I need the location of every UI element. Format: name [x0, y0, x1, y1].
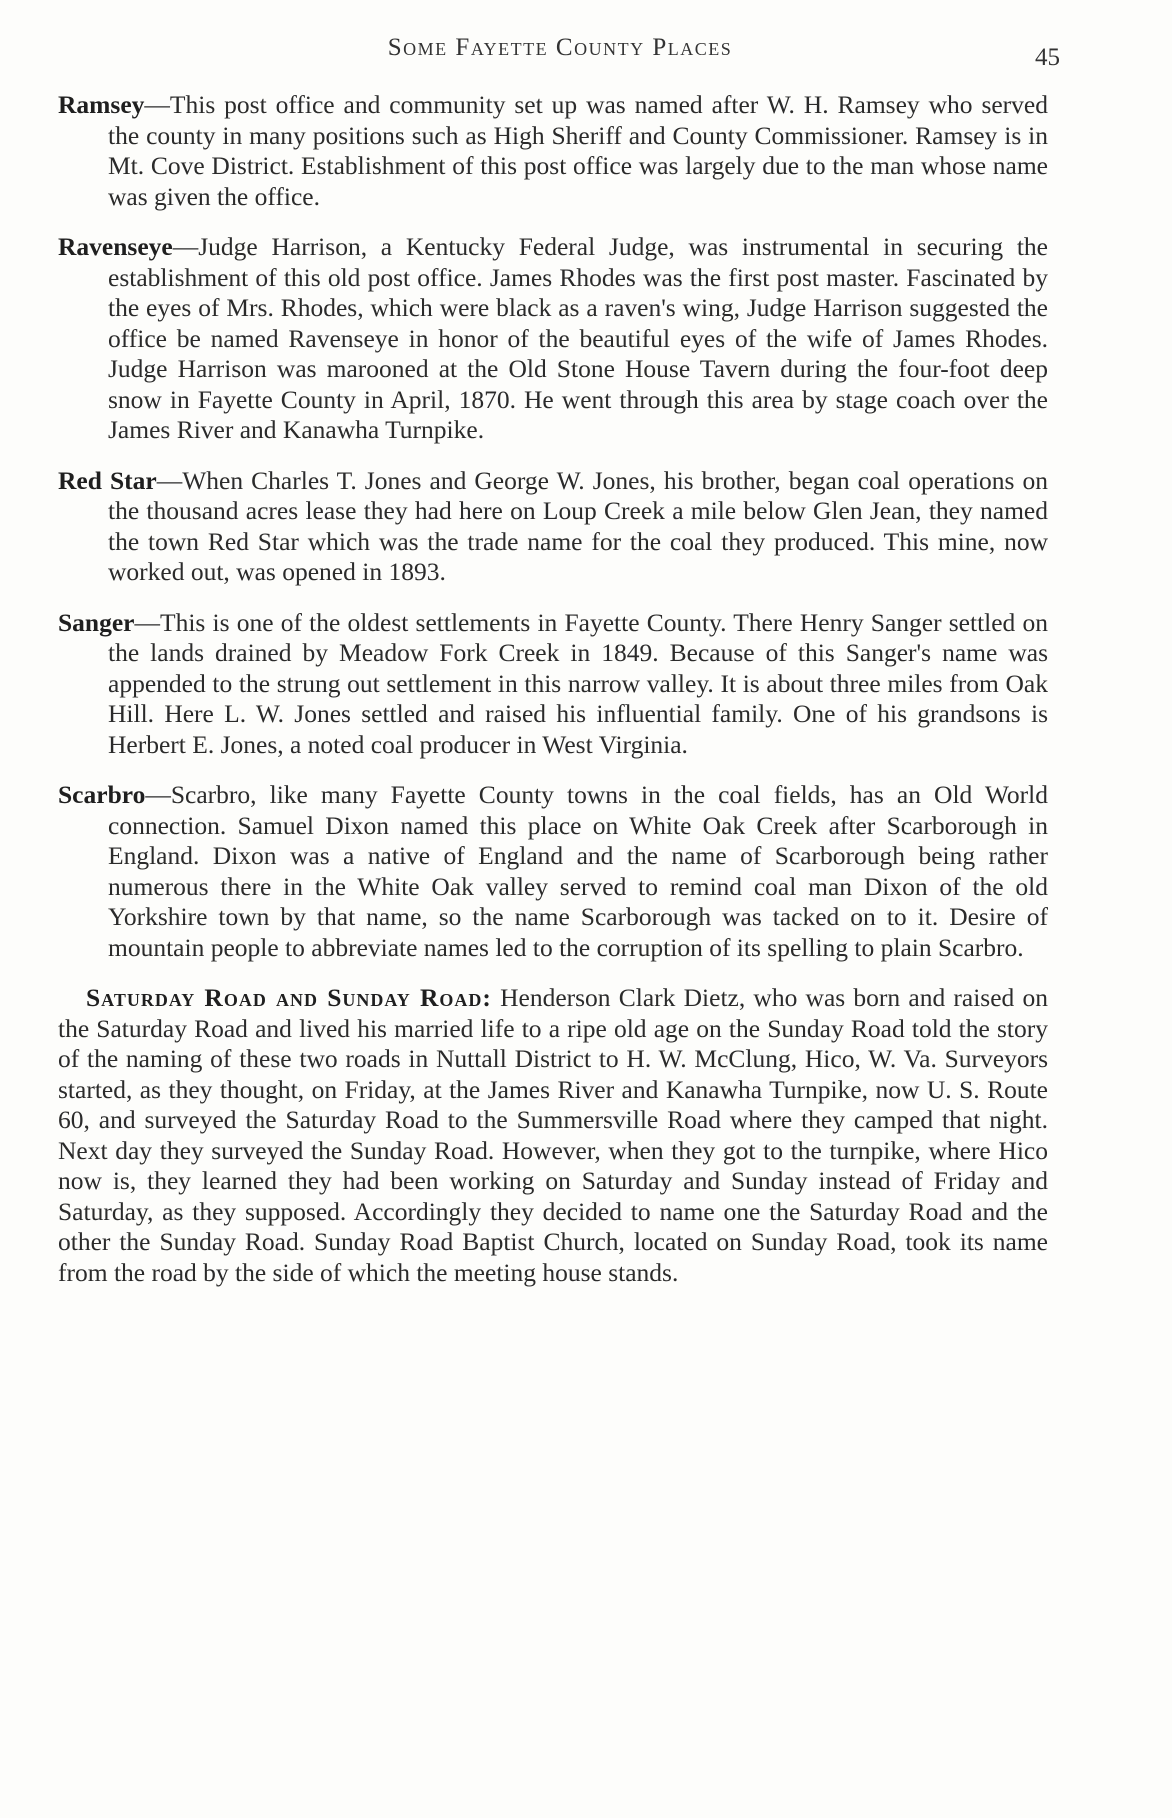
entry-separator: —: [144, 90, 170, 119]
entry-separator: —: [145, 780, 171, 809]
entry-heading: Red Star: [58, 465, 157, 495]
entry-scarbro: [58, 780, 1048, 963]
entry-heading: Saturday Road and Sunday Road:: [86, 983, 492, 1012]
entry-text: Judge Harrison, a Kentucky Federal Judge, was instrumental in securing the establishment of this old post office. James Rhodes was the first post master. Fascinated by the eyes of Mrs. Rhodes, which were black as a raven's wing, Judge Harrison suggested the office be named Ravenseye in honor of the beautiful eyes of the wife of James Rhodes. Judge Harrison was marooned at the Old Stone House Tavern during the four-foot deep snow in Fayette County in April, 1870. He went through this area by stage coach over the James River and Kanawha Turnpike.: [108, 232, 1048, 444]
entry-text: This post office and community set up was named after W. H. Ramsey who served the county in many positions such as High Sheriff and County Commissioner. Ramsey is in Mt. Cove District. Establishment of this post office was largely due to the man whose name was given the office.: [108, 90, 1048, 211]
entry-separator: —: [156, 465, 183, 495]
entry-heading: Scarbro: [58, 780, 146, 809]
entry-separator: —: [134, 607, 160, 637]
entry-ravenseye: [58, 232, 1048, 446]
page-number: 45: [1035, 44, 1060, 71]
entry-sanger: [58, 608, 1048, 761]
entry-saturday-sunday-road: [58, 983, 1048, 1288]
entry-text: Henderson Clark Dietz, who was born and raised on the Saturday Road and lived his married life to a ripe old age on the Sunday Road told the story of the naming of these two roads in Nuttall District to H. W. McClung, Hico, W. Va. Surveyors started, as they thought, on Friday, at the James River and Kanawha Turnpike, now U. S. Route 60, and surveyed the Saturday Road to the Summersville Road where they camped that night. Next day they surveyed the Sunday Road. However, when they got to the turnpike, where Hico now is, they learned they had been working on Saturday and Sunday instead of Friday and Saturday, as they supposed. Accordingly they decided to name one the Saturday Road and the other the Sunday Road. Sunday Road Baptist Church, located on Sunday Road, took its name from the road by the side of which the meeting house stands.: [58, 983, 1049, 1287]
entry-heading: Sanger: [58, 607, 135, 637]
entry-text: When Charles T. Jones and George W. Jones, his brother, began coal operations on the thousand acres lease they had here on Loup Creek a mile below Glen Jean, they named the town Red Star which was the trade name for the coal they produced. This mine, now worked out, was opened in 1893.: [108, 465, 1048, 586]
entry-red-star: [58, 466, 1048, 588]
running-head: Some Fayette County Places: [387, 34, 733, 61]
entry-separator: [492, 983, 500, 1012]
entry-heading: Ravenseye: [58, 232, 173, 261]
entry-separator: —: [172, 232, 199, 261]
entry-ramsey: [58, 90, 1048, 212]
page-header: [60, 28, 1060, 71]
entry-text: This is one of the oldest settlements in Fayette County. There Henry Sanger settled on the lands drained by Meadow Fork Creek in 1849. Because of this Sanger's name was appended to the strung out settlement in this narrow valley. It is about three miles from Oak Hill. Here L. W. Jones settled and raised his influential family. One of his grandsons is Herbert E. Jones, a noted coal producer in West Virginia.: [108, 607, 1048, 759]
place-entries: [58, 90, 1048, 1308]
entry-heading: Ramsey: [58, 90, 145, 119]
entry-text: Scarbro, like many Fayette County towns in the coal fields, has an Old World connection. Samuel Dixon named this place on White Oak Creek after Scarborough in England. Dixon was a native of England and the name of Scarborough being rather numerous there in the White Oak valley served to remind coal man Dixon of the old Yorkshire town by that name, so the name Scarborough was tacked on to it. Desire of mountain people to abbreviate names led to the corruption of its spelling to plain Scarbro.: [108, 780, 1048, 962]
